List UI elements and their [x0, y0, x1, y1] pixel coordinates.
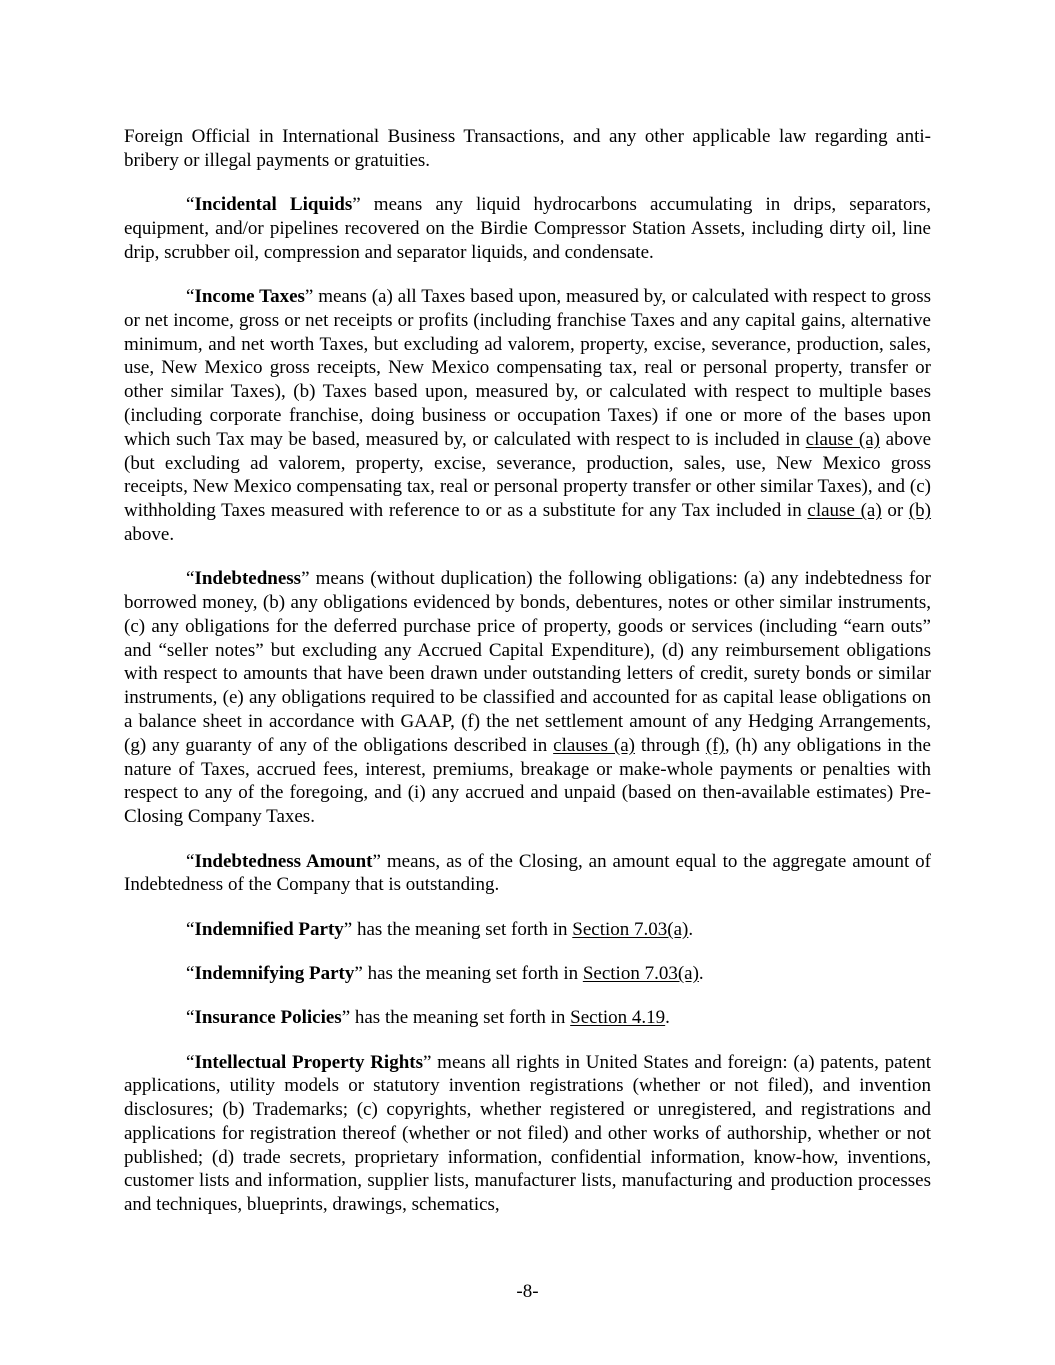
cross-reference: clause (a): [805, 428, 880, 450]
definition-text: means (a) all Taxes based upon, measured by, or calculated with respect to gross or net income, gross or net receipts or profits (including franchise Taxes and any capital gains, alternative minimum, and net worth Taxes, but excluding ad valorem, property, excise, severance, production, sales, use, New Mexico gross receipts, New Mexico compensating tax, real or personal property, transfer or other similar Taxes), (b) Taxes based upon, measured by, or calculated with respect to multiple bases (including corporate franchise, doing business or occupation Taxes) if one or more of the bases upon which such Tax may be based, measured by, or calculated with respect to is included in: [124, 285, 931, 450]
definition-text: through: [634, 734, 706, 756]
close-quote: ”: [301, 568, 310, 590]
close-quote: ”: [372, 850, 381, 872]
definition-indemnified-party: [124, 918, 931, 942]
definition-incidental-liquids: [124, 193, 931, 264]
open-quote: “: [186, 1007, 195, 1029]
definition-text: .: [688, 918, 694, 940]
defined-term: Income Taxes: [194, 285, 305, 307]
definition-text: has the meaning set forth in: [350, 1007, 571, 1029]
definition-intellectual-property-rights: [124, 1051, 931, 1218]
defined-term: Indebtedness: [194, 568, 302, 590]
definition-insurance-policies: [124, 1006, 931, 1030]
defined-term: Indemnified Party: [194, 918, 344, 940]
page-number: -8-: [516, 1281, 539, 1302]
close-quote: ”: [423, 1051, 432, 1073]
document-body: [124, 125, 931, 1238]
defined-term: Insurance Policies: [194, 1007, 342, 1029]
cross-reference: Section 4.19: [570, 1007, 666, 1029]
open-quote: “: [186, 850, 195, 872]
definition-text: .: [665, 1007, 670, 1029]
definition-text: has the meaning set forth in: [352, 918, 573, 940]
cross-reference: Section 7.03(a): [582, 962, 699, 984]
cross-reference: (f): [705, 734, 725, 756]
cross-reference: clauses (a): [553, 734, 635, 756]
paragraph-text: Foreign Official in International Business Transactions, and any other applicable law regarding anti-bribery or illegal payments or gratuities.: [124, 126, 931, 171]
open-quote: “: [186, 568, 195, 590]
close-quote: ”: [343, 918, 353, 940]
definition-indebtedness-amount: [124, 850, 931, 898]
definition-text: means all rights in United States and foreign: (a) patents, patent applications, utility models or statutory invention registrations (whether or not filed), and invention disclosures; (b) Trademarks; (c) copyrights, whether registered or unregistered, and registrations and applications for registration thereof (whether or not filed) and other works of authorship, whether or not published; (d) trade secrets, proprietary information, confidential information, know-how, inventions, customer lists and information, supplier lists, manufacturer lists, manufacturing and production processes and techniques, blueprints, drawings, schematics,: [124, 1051, 932, 1216]
definition-text: , (h) any obligations in the nature of Taxes, accrued fees, interest, premiums, breakage or make-whole payments or penalties with respect to any of the foregoing, and (i) any accrued and unpaid (based on then-available estimates) Pre-Closing Company Taxes.: [124, 734, 931, 828]
cross-reference: Section 7.03(a): [572, 918, 689, 940]
definition-text: .: [698, 962, 704, 984]
close-quote: ”: [352, 194, 361, 216]
definition-text: means (without duplication) the following obligations: (a) any indebtedness for borrowed money, (b) any obligations evidenced by bonds, debentures, notes or other similar instruments, (c) any obligations for the deferred purchase price of property, goods or services (including “earn outs” and “seller notes” but excluding any Accrued Capital Expenditure), (d) any reimbursement obligations with respect to amounts that have been drawn under outstanding letters of credit, surety bonds or similar instruments, (e) any obligations required to be classified and accounted for as capital lease obligations on a balance sheet in accordance with GAAP, (f) the net settlement amount of any Hedging Arrangements, (g) any guaranty of any of the obligations described in: [124, 568, 931, 756]
definition-text: above (but excluding ad valorem, property, excise, severance, production, sales, use, New Mexico gross receipts, New Mexico compensating tax, real or personal property transfer or other similar Taxes), and (c) withholding Taxes measured with reference to or as a substitute for any Tax included in: [124, 428, 931, 522]
definition-text: means, as of the Closing, an amount equal to the aggregate amount of Indebtedness of the Company that is outstanding.: [124, 850, 932, 896]
open-quote: “: [186, 1051, 195, 1073]
cross-reference: (b): [908, 500, 932, 522]
close-quote: ”: [354, 962, 363, 984]
close-quote: ”: [341, 1007, 351, 1029]
open-quote: “: [186, 194, 195, 216]
defined-term: Indemnifying Party: [194, 962, 355, 984]
definition-indemnifying-party: [124, 962, 931, 986]
definition-text: above.: [124, 523, 175, 545]
definition-income-taxes: [124, 285, 931, 547]
open-quote: “: [186, 918, 195, 940]
close-quote: ”: [304, 285, 314, 307]
open-quote: “: [186, 285, 195, 307]
cross-reference: clause (a): [807, 500, 882, 522]
paragraph-fcpa-continuation: [124, 125, 931, 173]
definition-indebtedness: [124, 567, 931, 829]
definition-text: means any liquid hydrocarbons accumulating in drips, separators, equipment, and/or pipelines recovered on the Birdie Compressor Station Assets, including dirty oil, line drip, scrubber oil, compression and separator liquids, and condensate.: [124, 194, 932, 263]
defined-term: Indebtedness Amount: [194, 850, 373, 872]
definition-text: has the meaning set forth in: [362, 962, 583, 984]
defined-term: Intellectual Property Rights: [194, 1051, 423, 1073]
defined-term: Incidental Liquids: [194, 194, 353, 216]
open-quote: “: [186, 962, 195, 984]
definition-text: or: [881, 500, 909, 522]
